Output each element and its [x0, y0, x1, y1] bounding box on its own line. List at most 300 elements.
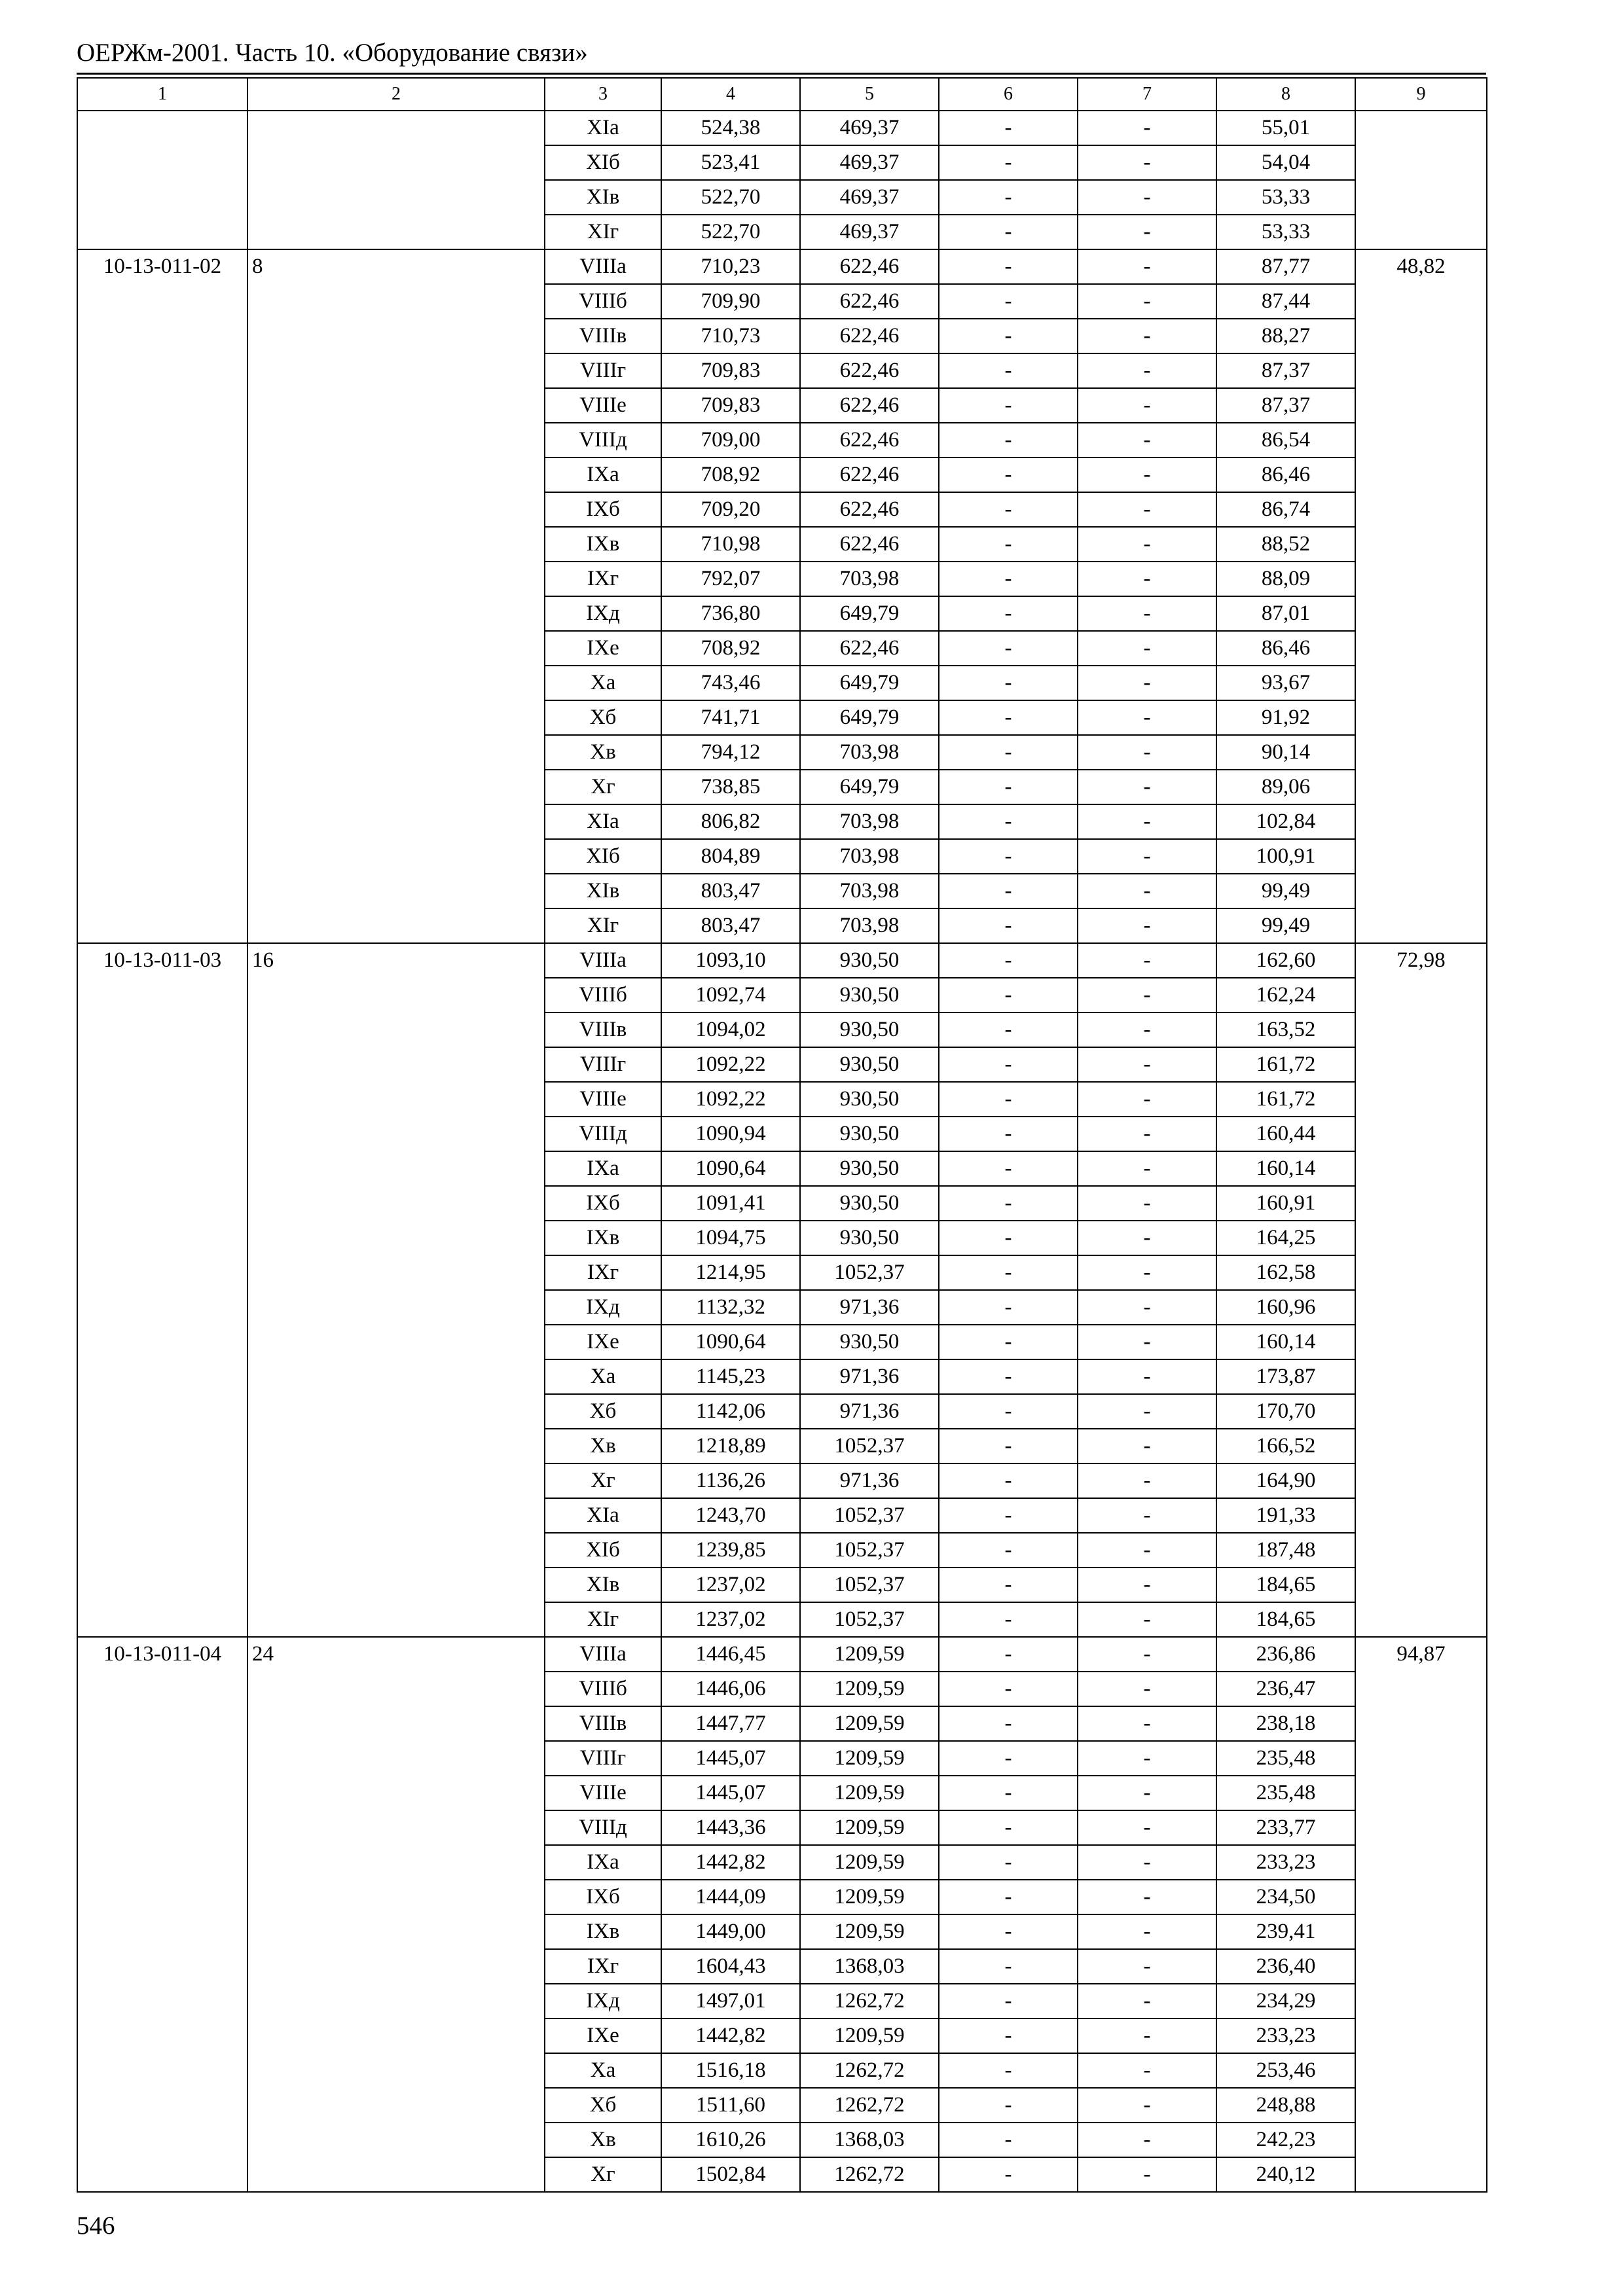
quantity-cell: 24: [247, 1637, 545, 2192]
material-cost-cell: 91,92: [1216, 700, 1355, 735]
section-cell: Xг: [545, 1463, 661, 1498]
section-cell: VIIIд: [545, 423, 661, 457]
machine-cost-cell: -: [939, 180, 1078, 215]
machine-labor-cell: -: [1078, 1013, 1216, 1047]
machine-labor-cell: -: [1078, 1533, 1216, 1568]
labor-cost-cell: 930,50: [800, 1117, 939, 1151]
labor-cost-cell: 1209,59: [800, 1914, 939, 1949]
page-header: ОЕРЖм-2001. Часть 10. «Оборудование связи»: [77, 39, 588, 67]
section-cell: VIIIг: [545, 1741, 661, 1776]
machine-cost-cell: -: [939, 1568, 1078, 1602]
labor-cost-cell: 1262,72: [800, 2088, 939, 2123]
machine-labor-cell: -: [1078, 1637, 1216, 1672]
total-cost-cell: 1094,75: [661, 1221, 800, 1255]
section-cell: IXв: [545, 527, 661, 562]
section-cell: IXг: [545, 562, 661, 596]
section-cell: XIа: [545, 1498, 661, 1533]
machine-cost-cell: -: [939, 596, 1078, 631]
quantity-cell: [247, 111, 545, 249]
material-cost-cell: 87,01: [1216, 596, 1355, 631]
total-cost-cell: 794,12: [661, 735, 800, 770]
material-cost-cell: 164,90: [1216, 1463, 1355, 1498]
labor-cost-cell: 1052,37: [800, 1602, 939, 1637]
material-cost-cell: 160,14: [1216, 1151, 1355, 1186]
total-cost-cell: 1497,01: [661, 1984, 800, 2018]
total-cost-cell: 709,83: [661, 353, 800, 388]
machine-labor-cell: -: [1078, 1429, 1216, 1463]
column-number: 4: [661, 78, 800, 111]
rate-code-cell: 10-13-011-03: [77, 943, 247, 1637]
machine-cost-cell: -: [939, 527, 1078, 562]
labor-cost-cell: 649,79: [800, 700, 939, 735]
total-cost-cell: 522,70: [661, 215, 800, 249]
total-cost-cell: 523,41: [661, 145, 800, 180]
labor-cost-cell: 622,46: [800, 388, 939, 423]
section-cell: XIв: [545, 1568, 661, 1602]
total-cost-cell: 1092,22: [661, 1082, 800, 1117]
material-cost-cell: 90,14: [1216, 735, 1355, 770]
machine-cost-cell: -: [939, 2123, 1078, 2157]
labor-cost-cell: 703,98: [800, 874, 939, 908]
labor-cost-cell: 703,98: [800, 908, 939, 943]
machine-cost-cell: -: [939, 249, 1078, 284]
machine-cost-cell: -: [939, 1082, 1078, 1117]
machine-cost-cell: -: [939, 562, 1078, 596]
material-cost-cell: 161,72: [1216, 1047, 1355, 1082]
material-cost-cell: 99,49: [1216, 874, 1355, 908]
labor-cost-cell: 622,46: [800, 527, 939, 562]
labor-cost-cell: 622,46: [800, 284, 939, 319]
total-cost-cell: 1142,06: [661, 1394, 800, 1429]
machine-cost-cell: -: [939, 735, 1078, 770]
material-cost-cell: 173,87: [1216, 1359, 1355, 1394]
machine-labor-cell: -: [1078, 839, 1216, 874]
total-cost-cell: 524,38: [661, 111, 800, 145]
machine-cost-cell: -: [939, 1359, 1078, 1394]
labor-cost-cell: 622,46: [800, 457, 939, 492]
section-cell: Xа: [545, 2053, 661, 2088]
machine-labor-cell: -: [1078, 1845, 1216, 1880]
material-cost-cell: 248,88: [1216, 2088, 1355, 2123]
section-cell: VIIIа: [545, 1637, 661, 1672]
labor-cost-cell: 1262,72: [800, 2053, 939, 2088]
machine-cost-cell: -: [939, 1914, 1078, 1949]
material-cost-cell: 236,40: [1216, 1949, 1355, 1984]
labor-cost-cell: 930,50: [800, 1047, 939, 1082]
material-cost-cell: 86,46: [1216, 631, 1355, 666]
material-cost-cell: 53,33: [1216, 180, 1355, 215]
machine-labor-cell: -: [1078, 735, 1216, 770]
section-cell: IXа: [545, 1845, 661, 1880]
labor-cost-cell: 1052,37: [800, 1429, 939, 1463]
material-cost-cell: 86,74: [1216, 492, 1355, 527]
machine-cost-cell: -: [939, 666, 1078, 700]
machine-labor-cell: -: [1078, 1117, 1216, 1151]
section-cell: VIIIа: [545, 943, 661, 978]
material-cost-cell: 235,48: [1216, 1741, 1355, 1776]
total-cost-cell: 1610,26: [661, 2123, 800, 2157]
section-cell: IXд: [545, 1290, 661, 1325]
machine-labor-cell: -: [1078, 666, 1216, 700]
material-cost-cell: 187,48: [1216, 1533, 1355, 1568]
machine-cost-cell: -: [939, 145, 1078, 180]
machine-labor-cell: -: [1078, 631, 1216, 666]
table-row: [77, 943, 1487, 978]
total-cost-cell: 710,23: [661, 249, 800, 284]
section-cell: VIIIг: [545, 353, 661, 388]
machine-labor-cell: -: [1078, 874, 1216, 908]
machine-labor-cell: -: [1078, 284, 1216, 319]
machine-labor-cell: -: [1078, 1880, 1216, 1914]
labor-cost-cell: 649,79: [800, 596, 939, 631]
total-cost-cell: 1445,07: [661, 1776, 800, 1810]
machine-cost-cell: -: [939, 908, 1078, 943]
machine-labor-cell: -: [1078, 1776, 1216, 1810]
labor-cost-cell: 1052,37: [800, 1255, 939, 1290]
labor-cost-cell: 971,36: [800, 1359, 939, 1394]
column-number: 3: [545, 78, 661, 111]
machine-cost-cell: -: [939, 1325, 1078, 1359]
labor-cost-cell: 1209,59: [800, 1880, 939, 1914]
section-cell: VIIIв: [545, 1706, 661, 1741]
labor-cost-cell: 930,50: [800, 1013, 939, 1047]
machine-cost-cell: -: [939, 804, 1078, 839]
section-cell: Xв: [545, 735, 661, 770]
machine-labor-cell: -: [1078, 1186, 1216, 1221]
total-cost-cell: 1445,07: [661, 1741, 800, 1776]
machine-cost-cell: -: [939, 631, 1078, 666]
machine-labor-cell: -: [1078, 1151, 1216, 1186]
section-cell: Xа: [545, 1359, 661, 1394]
material-cost-cell: 93,67: [1216, 666, 1355, 700]
machine-cost-cell: -: [939, 1776, 1078, 1810]
total-cost-cell: 1092,74: [661, 978, 800, 1013]
labor-cost-cell: 703,98: [800, 562, 939, 596]
machine-labor-cell: -: [1078, 1810, 1216, 1845]
machine-labor-cell: -: [1078, 111, 1216, 145]
total-cost-cell: 1090,64: [661, 1325, 800, 1359]
material-cost-cell: 233,23: [1216, 1845, 1355, 1880]
total-cost-cell: 806,82: [661, 804, 800, 839]
column-number-row: [77, 78, 1487, 111]
total-cost-cell: 709,83: [661, 388, 800, 423]
total-cost-cell: 1447,77: [661, 1706, 800, 1741]
labor-cost-cell: 1209,59: [800, 1810, 939, 1845]
section-cell: VIIIд: [545, 1810, 661, 1845]
machine-labor-cell: -: [1078, 527, 1216, 562]
section-cell: VIIIе: [545, 1776, 661, 1810]
material-cost-cell: 164,25: [1216, 1221, 1355, 1255]
labor-cost-cell: 1368,03: [800, 2123, 939, 2157]
material-cost-cell: 160,14: [1216, 1325, 1355, 1359]
total-cost-cell: 736,80: [661, 596, 800, 631]
labor-cost-cell: 1052,37: [800, 1533, 939, 1568]
total-cost-cell: 709,90: [661, 284, 800, 319]
machine-cost-cell: -: [939, 1117, 1078, 1151]
column-number: 8: [1216, 78, 1355, 111]
section-cell: XIг: [545, 908, 661, 943]
section-cell: VIIIе: [545, 1082, 661, 1117]
section-cell: IXб: [545, 1880, 661, 1914]
labor-cost-cell: 469,37: [800, 145, 939, 180]
machine-labor-cell: -: [1078, 215, 1216, 249]
section-cell: Xа: [545, 666, 661, 700]
total-cost-cell: 1442,82: [661, 2018, 800, 2053]
machine-labor-cell: -: [1078, 319, 1216, 353]
labor-cost-cell: 930,50: [800, 1186, 939, 1221]
total-cost-cell: 1446,06: [661, 1672, 800, 1706]
machine-labor-cell: -: [1078, 1290, 1216, 1325]
total-cost-cell: 1132,32: [661, 1290, 800, 1325]
section-cell: VIIIб: [545, 978, 661, 1013]
machine-cost-cell: -: [939, 1672, 1078, 1706]
total-cost-cell: 792,07: [661, 562, 800, 596]
labor-cost-cell: 1209,59: [800, 1706, 939, 1741]
material-cost-cell: 240,12: [1216, 2157, 1355, 2192]
total-cost-cell: 738,85: [661, 770, 800, 804]
material-cost-cell: 86,54: [1216, 423, 1355, 457]
labor-cost-cell: 703,98: [800, 735, 939, 770]
machine-cost-cell: -: [939, 1151, 1078, 1186]
machine-labor-cell: -: [1078, 978, 1216, 1013]
labor-cost-cell: 469,37: [800, 215, 939, 249]
section-cell: IXб: [545, 492, 661, 527]
total-cost-cell: 1446,45: [661, 1637, 800, 1672]
total-cost-cell: 1239,85: [661, 1533, 800, 1568]
rate-code-cell: 10-13-011-02: [77, 249, 247, 943]
machine-cost-cell: -: [939, 2053, 1078, 2088]
machine-cost-cell: -: [939, 1498, 1078, 1533]
machine-cost-cell: -: [939, 1013, 1078, 1047]
table-row: [77, 1637, 1487, 1672]
rates-table: [77, 77, 1487, 2193]
machine-cost-cell: -: [939, 1221, 1078, 1255]
section-cell: Xг: [545, 770, 661, 804]
total-cost-cell: 708,92: [661, 457, 800, 492]
labor-cost-cell: 1209,59: [800, 1776, 939, 1810]
machine-cost-cell: -: [939, 1880, 1078, 1914]
total-cost-cell: 710,73: [661, 319, 800, 353]
material-cost-cell: 87,44: [1216, 284, 1355, 319]
machine-cost-cell: -: [939, 1949, 1078, 1984]
labor-cost-cell: 622,46: [800, 423, 939, 457]
section-cell: XIб: [545, 1533, 661, 1568]
section-cell: IXг: [545, 1255, 661, 1290]
labor-cost-cell: 1209,59: [800, 1637, 939, 1672]
machine-cost-cell: -: [939, 388, 1078, 423]
machine-labor-cell: -: [1078, 1325, 1216, 1359]
section-cell: XIб: [545, 145, 661, 180]
material-cost-cell: 160,91: [1216, 1186, 1355, 1221]
labor-cost-cell: 930,50: [800, 1325, 939, 1359]
total-cost-cell: 1237,02: [661, 1568, 800, 1602]
section-cell: IXе: [545, 631, 661, 666]
section-cell: IXе: [545, 1325, 661, 1359]
material-cost-cell: 88,27: [1216, 319, 1355, 353]
labor-cost-cell: 469,37: [800, 180, 939, 215]
total-cost-cell: 1218,89: [661, 1429, 800, 1463]
material-cost-cell: 253,46: [1216, 2053, 1355, 2088]
material-mass-cell: 72,98: [1355, 943, 1487, 1637]
total-cost-cell: 1449,00: [661, 1914, 800, 1949]
material-cost-cell: 239,41: [1216, 1914, 1355, 1949]
machine-labor-cell: -: [1078, 700, 1216, 735]
machine-labor-cell: -: [1078, 596, 1216, 631]
machine-cost-cell: -: [939, 1845, 1078, 1880]
machine-labor-cell: -: [1078, 1255, 1216, 1290]
total-cost-cell: 1502,84: [661, 2157, 800, 2192]
labor-cost-cell: 971,36: [800, 1394, 939, 1429]
machine-cost-cell: -: [939, 1186, 1078, 1221]
section-cell: Xг: [545, 2157, 661, 2192]
labor-cost-cell: 930,50: [800, 1082, 939, 1117]
machine-cost-cell: -: [939, 1463, 1078, 1498]
labor-cost-cell: 1209,59: [800, 1741, 939, 1776]
section-cell: VIIIе: [545, 388, 661, 423]
total-cost-cell: 1214,95: [661, 1255, 800, 1290]
machine-labor-cell: -: [1078, 1568, 1216, 1602]
quantity-cell: 8: [247, 249, 545, 943]
material-cost-cell: 53,33: [1216, 215, 1355, 249]
machine-cost-cell: -: [939, 2088, 1078, 2123]
material-cost-cell: 166,52: [1216, 1429, 1355, 1463]
material-cost-cell: 162,58: [1216, 1255, 1355, 1290]
material-cost-cell: 236,86: [1216, 1637, 1355, 1672]
section-cell: XIв: [545, 874, 661, 908]
machine-labor-cell: -: [1078, 180, 1216, 215]
section-cell: XIг: [545, 1602, 661, 1637]
machine-labor-cell: -: [1078, 943, 1216, 978]
machine-labor-cell: -: [1078, 423, 1216, 457]
header-rule: [77, 73, 1486, 75]
total-cost-cell: 1091,41: [661, 1186, 800, 1221]
column-number: 5: [800, 78, 939, 111]
machine-cost-cell: -: [939, 353, 1078, 388]
total-cost-cell: 1092,22: [661, 1047, 800, 1082]
machine-cost-cell: -: [939, 1637, 1078, 1672]
machine-cost-cell: -: [939, 1047, 1078, 1082]
total-cost-cell: 1442,82: [661, 1845, 800, 1880]
total-cost-cell: 708,92: [661, 631, 800, 666]
machine-cost-cell: -: [939, 2018, 1078, 2053]
total-cost-cell: 710,98: [661, 527, 800, 562]
section-cell: IXд: [545, 596, 661, 631]
material-mass-cell: [1355, 111, 1487, 249]
machine-labor-cell: -: [1078, 908, 1216, 943]
labor-cost-cell: 622,46: [800, 492, 939, 527]
machine-labor-cell: -: [1078, 1984, 1216, 2018]
total-cost-cell: 741,71: [661, 700, 800, 735]
machine-labor-cell: -: [1078, 1741, 1216, 1776]
section-cell: VIIIв: [545, 1013, 661, 1047]
material-cost-cell: 163,52: [1216, 1013, 1355, 1047]
material-cost-cell: 242,23: [1216, 2123, 1355, 2157]
machine-cost-cell: -: [939, 492, 1078, 527]
rate-code-cell: 10-13-011-04: [77, 1637, 247, 2192]
labor-cost-cell: 1368,03: [800, 1949, 939, 1984]
labor-cost-cell: 649,79: [800, 666, 939, 700]
machine-cost-cell: -: [939, 215, 1078, 249]
machine-labor-cell: -: [1078, 2157, 1216, 2192]
total-cost-cell: 1145,23: [661, 1359, 800, 1394]
section-cell: IXв: [545, 1221, 661, 1255]
machine-labor-cell: -: [1078, 1359, 1216, 1394]
labor-cost-cell: 971,36: [800, 1290, 939, 1325]
material-cost-cell: 236,47: [1216, 1672, 1355, 1706]
material-cost-cell: 184,65: [1216, 1568, 1355, 1602]
machine-cost-cell: -: [939, 1255, 1078, 1290]
machine-labor-cell: -: [1078, 2123, 1216, 2157]
labor-cost-cell: 930,50: [800, 978, 939, 1013]
material-cost-cell: 234,29: [1216, 1984, 1355, 2018]
machine-cost-cell: -: [939, 1394, 1078, 1429]
machine-labor-cell: -: [1078, 249, 1216, 284]
section-cell: XIг: [545, 215, 661, 249]
section-cell: VIIIа: [545, 249, 661, 284]
total-cost-cell: 709,00: [661, 423, 800, 457]
section-cell: XIв: [545, 180, 661, 215]
material-cost-cell: 87,37: [1216, 388, 1355, 423]
machine-labor-cell: -: [1078, 492, 1216, 527]
machine-labor-cell: -: [1078, 457, 1216, 492]
column-number: 2: [247, 78, 545, 111]
labor-cost-cell: 622,46: [800, 353, 939, 388]
material-cost-cell: 54,04: [1216, 145, 1355, 180]
machine-labor-cell: -: [1078, 1914, 1216, 1949]
material-cost-cell: 87,37: [1216, 353, 1355, 388]
material-cost-cell: 100,91: [1216, 839, 1355, 874]
table-row: [77, 111, 1487, 145]
material-cost-cell: 191,33: [1216, 1498, 1355, 1533]
labor-cost-cell: 622,46: [800, 249, 939, 284]
labor-cost-cell: 971,36: [800, 1463, 939, 1498]
section-cell: Xб: [545, 2088, 661, 2123]
section-cell: VIIIб: [545, 284, 661, 319]
machine-cost-cell: -: [939, 2157, 1078, 2192]
material-cost-cell: 184,65: [1216, 1602, 1355, 1637]
total-cost-cell: 803,47: [661, 908, 800, 943]
machine-labor-cell: -: [1078, 353, 1216, 388]
column-number: 7: [1078, 78, 1216, 111]
section-cell: IXб: [545, 1186, 661, 1221]
total-cost-cell: 1093,10: [661, 943, 800, 978]
machine-cost-cell: -: [939, 1706, 1078, 1741]
machine-labor-cell: -: [1078, 2053, 1216, 2088]
section-cell: Xв: [545, 1429, 661, 1463]
section-cell: IXв: [545, 1914, 661, 1949]
machine-labor-cell: -: [1078, 1047, 1216, 1082]
total-cost-cell: 709,20: [661, 492, 800, 527]
labor-cost-cell: 649,79: [800, 770, 939, 804]
column-number: 6: [939, 78, 1078, 111]
labor-cost-cell: 1052,37: [800, 1498, 939, 1533]
material-cost-cell: 87,77: [1216, 249, 1355, 284]
section-cell: VIIIб: [545, 1672, 661, 1706]
section-cell: IXа: [545, 457, 661, 492]
machine-labor-cell: -: [1078, 1498, 1216, 1533]
machine-cost-cell: -: [939, 1741, 1078, 1776]
total-cost-cell: 743,46: [661, 666, 800, 700]
material-cost-cell: 89,06: [1216, 770, 1355, 804]
labor-cost-cell: 469,37: [800, 111, 939, 145]
section-cell: XIа: [545, 804, 661, 839]
total-cost-cell: 803,47: [661, 874, 800, 908]
machine-cost-cell: -: [939, 1602, 1078, 1637]
section-cell: Xв: [545, 2123, 661, 2157]
section-cell: XIа: [545, 111, 661, 145]
total-cost-cell: 1511,60: [661, 2088, 800, 2123]
section-cell: Xб: [545, 700, 661, 735]
